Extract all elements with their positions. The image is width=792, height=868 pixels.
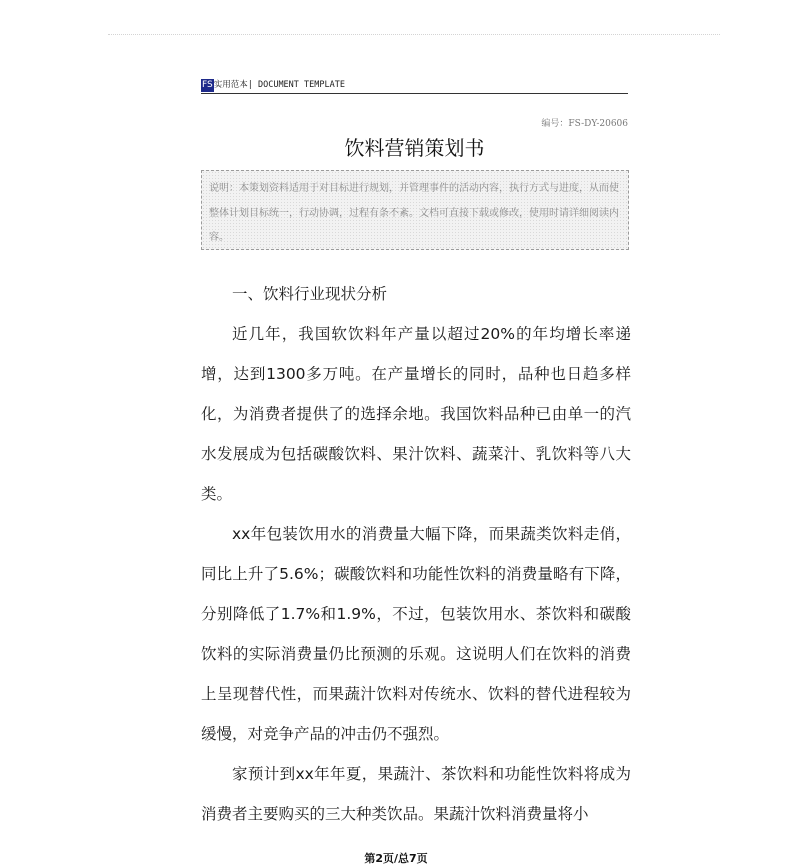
body-paragraph: xx年包装饮用水的消费量大幅下降，而果蔬类饮料走俏，同比上升了5.6%；碳酸饮料和功能性饮料的消费量略有下降，分别降低了1.7%和1.9%，不过，包装饮用水、茶饮料和碳酸饮料的实际消费量仍比预测的乐观。这说明人们在饮料的消费上呈现替代性，而果蔬汁饮料对传统水、饮料的替代进程较为缓慢，对竞争产品的冲击仍不强烈。 xyxy=(201,525,631,743)
description-note-box: 说明：本策划资料适用于对目标进行规划，并管理事件的活动内容，执行方式与进度，从而使整体计划目标统一，行动协调，过程有条不紊。文档可直接下载或修改，使用时请详细阅读内容。 xyxy=(201,170,629,250)
header-text: 实用范本| DOCUMENT TEMPLATE xyxy=(213,80,345,90)
document-title: 饮料营销策划书 xyxy=(344,136,485,160)
page-number-footer: 第2页/总7页 xyxy=(364,852,428,865)
document-header xyxy=(201,78,628,94)
fs-logo: FS xyxy=(202,80,213,90)
body-paragraph: 家预计到xx年年夏，果蔬汁、茶饮料和功能性饮料将成为消费者主要购买的三大种类饮品。果蔬汁饮料消费量将小 xyxy=(201,765,631,823)
page-top-divider xyxy=(108,34,720,35)
document-number: 编号：FS-DY-20606 xyxy=(541,119,628,129)
document-body xyxy=(201,274,631,834)
body-paragraph: 近几年，我国软饮料年产量以超过20%的年均增长率递增，达到1300多万吨。在产量增长的同时，品种也日趋多样化，为消费者提供了的选择余地。我国饮料品种已由单一的汽水发展成为包括碳酸饮料、果汁饮料、蔬菜汁、乳饮料等八大类。 xyxy=(201,325,631,503)
section-heading: 一、饮料行业现状分析 xyxy=(232,285,388,303)
